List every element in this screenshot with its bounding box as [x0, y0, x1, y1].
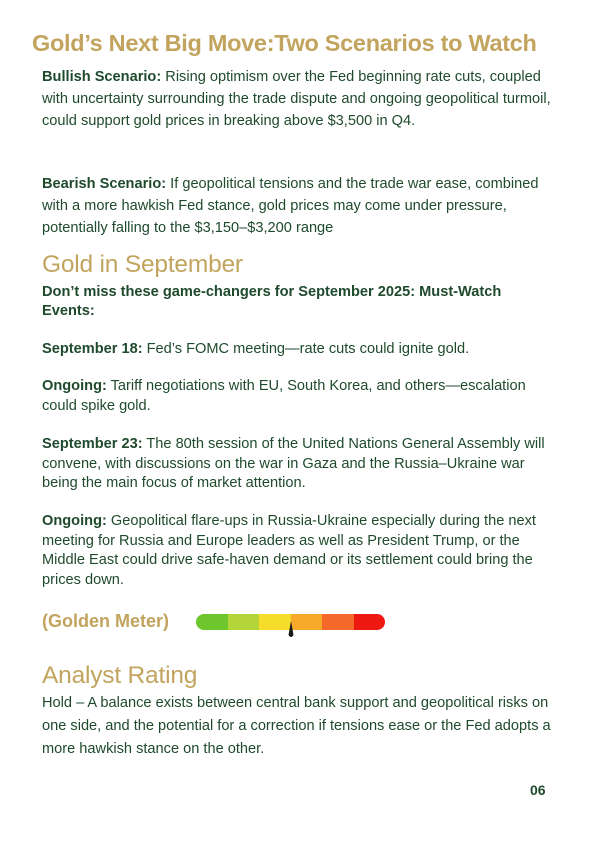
bearish-scenario-text: If geopolitical tensions and the trade war ease, combined with a more hawkish Fed stance, gold prices may come under pressure, potentially falling to the $3,150–$3,200 range	[42, 176, 539, 236]
september-subheading: Don’t miss these game-changers for September 2025: Must-Watch Events:	[42, 284, 502, 319]
meter-segment	[228, 614, 260, 630]
page-number: 06	[530, 782, 546, 798]
page-title: Gold’s Next Big Move:Two Scenarios to Watch	[32, 30, 537, 56]
event-text: Fed’s FOMC meeting—rate cuts could ignite gold.	[142, 341, 470, 357]
meter-segment	[322, 614, 354, 630]
meter-segment	[196, 614, 228, 630]
bullish-scenario-label: Bullish Scenario:	[42, 69, 162, 85]
event-item	[42, 512, 557, 590]
event-item	[42, 435, 557, 494]
golden-meter-label: (Golden Meter)	[42, 611, 170, 631]
meter-segment	[259, 614, 291, 630]
analyst-rating-heading: Analyst Rating	[42, 662, 198, 689]
bullish-scenario-text: Rising optimism over the Fed beginning rate cuts, coupled with uncertainty surrounding the trade dispute and ongoing geopolitical turmoil, could support gold prices in breaking above $3,500 in Q4.	[42, 69, 551, 129]
bearish-scenario-paragraph	[42, 173, 557, 239]
event-label: Ongoing:	[42, 513, 107, 529]
meter-segment	[354, 614, 386, 630]
event-item	[42, 377, 557, 416]
bearish-scenario-label: Bearish Scenario:	[42, 176, 167, 192]
bullish-scenario-paragraph	[42, 66, 557, 132]
event-text: Geopolitical flare-ups in Russia-Ukraine especially during the next meeting for Russia and Europe leaders as well as President Trump, or the Middle East could drive safe-haven demand or its settlement could bring the prices down.	[42, 513, 536, 588]
event-text: Tariff negotiations with EU, South Korea, and others—escalation could spike gold.	[42, 378, 526, 414]
event-text: The 80th session of the United Nations General Assembly will convene, with discussions on the war in Gaza and the Russia–Ukraine war being the main focus of market attention.	[42, 436, 545, 491]
meter-segment	[291, 614, 323, 630]
meter-needle-icon	[288, 621, 294, 639]
event-item	[42, 340, 557, 360]
analyst-rating-text: Hold – A balance exists between central bank support and geopolitical risks on one side, and the potential for a correction if tensions ease or the Fed adopts a more hawkish stance on the other.	[42, 695, 551, 757]
event-label: Ongoing:	[42, 378, 107, 394]
event-label: September 18:	[42, 341, 143, 357]
september-heading: Gold in September	[42, 251, 243, 278]
event-label: September 23:	[42, 436, 143, 452]
